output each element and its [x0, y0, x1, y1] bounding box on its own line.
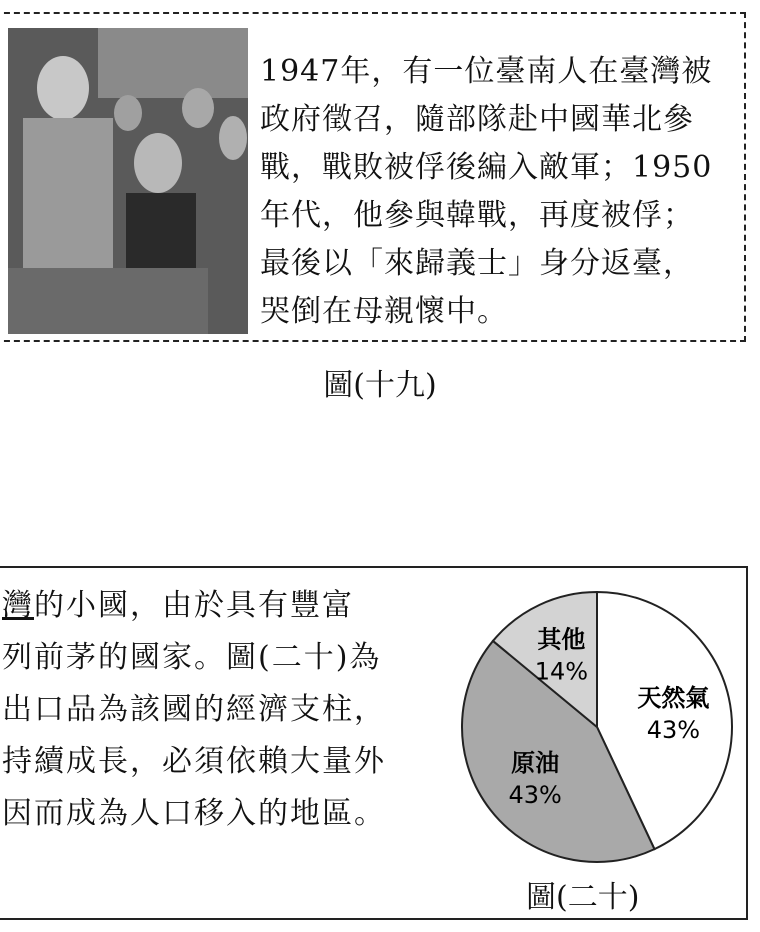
text-line: 年代，他參與韓戰，再度被俘； — [260, 198, 694, 233]
text-line — [2, 684, 432, 736]
slice-value-label: 43% — [646, 715, 701, 744]
text-fragment: 出口品為該國的經濟支柱， — [2, 692, 386, 727]
text-line: 哭倒在母親懷中。 — [260, 294, 508, 329]
text-line: 最後以「來歸義士」身分返臺， — [260, 246, 694, 281]
text-fragment: 因而成為人口移入的地區。 — [2, 796, 386, 831]
text-fragment: 持續成長，必須依賴大量外 — [2, 744, 386, 779]
text-line — [2, 788, 432, 840]
slice-label: 原油 — [511, 748, 560, 777]
figure-19-text — [260, 48, 738, 336]
slice-value-label: 43% — [508, 780, 562, 809]
text-line — [2, 632, 432, 684]
underlined-text: 灣 — [2, 588, 34, 623]
text-line: 1947年，有一位臺南人在臺灣被 — [260, 54, 713, 89]
figure-19-box — [0, 12, 746, 342]
text-line: 戰，戰敗被俘後編入敵軍；1950 — [260, 150, 713, 185]
figure-19-caption: 圖(十九) — [323, 368, 437, 403]
figure-20-text — [2, 580, 432, 840]
text-line — [2, 580, 432, 632]
historical-photo — [8, 28, 248, 334]
figure-20-caption: 圖(二十) — [526, 880, 640, 915]
text-line: 政府徵召，隨部隊赴中國華北參 — [260, 102, 694, 137]
photo-placeholder-icon — [8, 28, 248, 334]
slice-value-label: 14% — [534, 657, 589, 686]
text-fragment: 列前茅的國家。圖(二十)為 — [2, 640, 382, 675]
pie-chart — [452, 582, 742, 872]
slice-label: 天然氣 — [637, 683, 710, 712]
slice-label: 其他 — [537, 625, 586, 654]
text-line — [2, 736, 432, 788]
text-fragment: 的小國，由於具有豐富 — [34, 588, 354, 623]
